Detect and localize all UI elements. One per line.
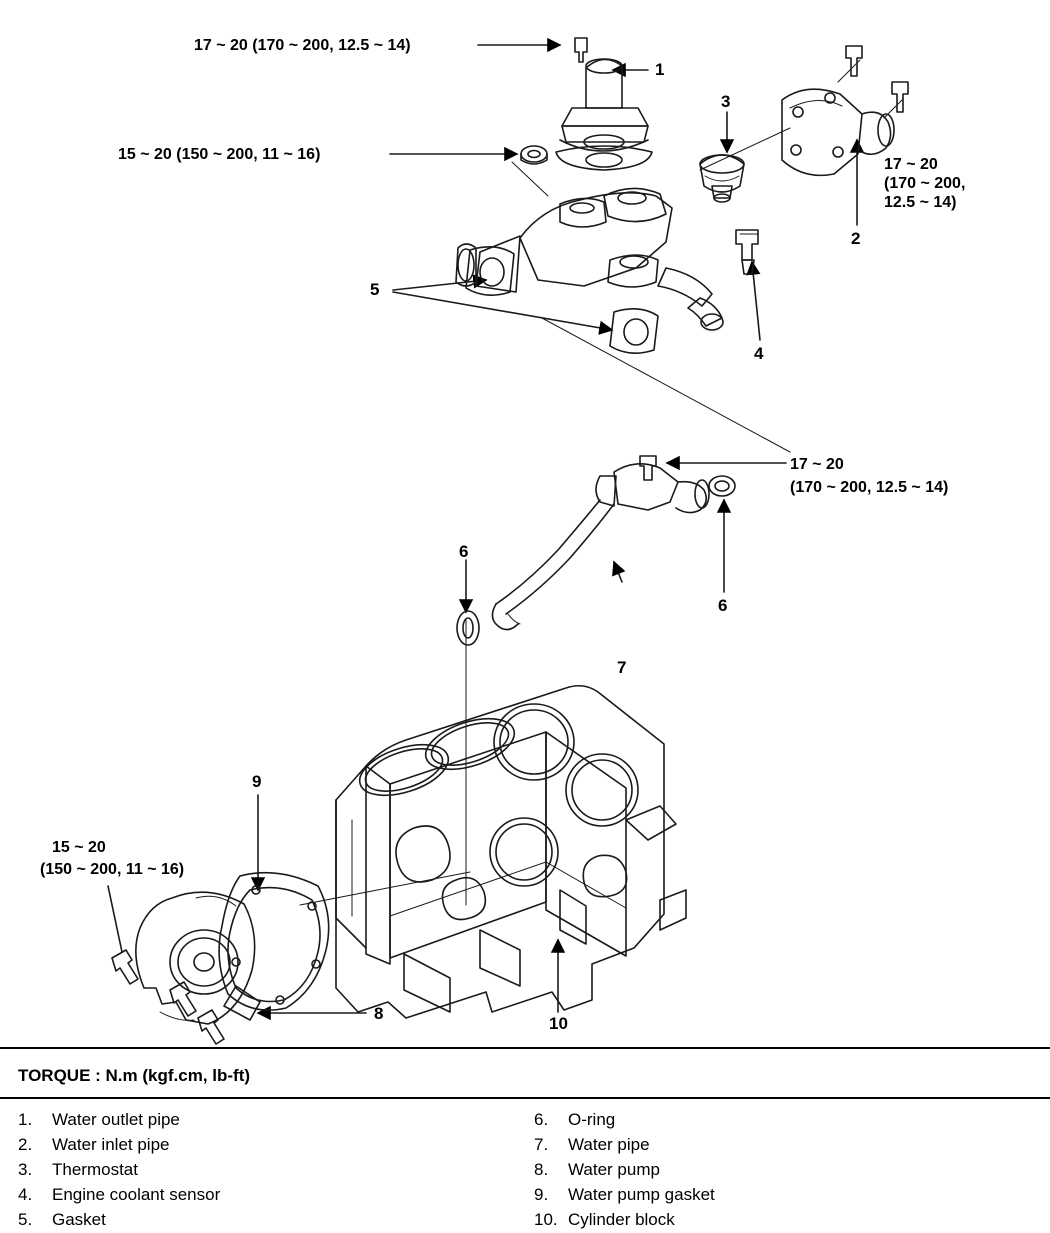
legend-number: 1. [18, 1110, 33, 1129]
legend-number: 2. [18, 1135, 33, 1154]
torque-callout-right-line3: 12.5 ~ 14) [884, 194, 957, 211]
legend-item [534, 1108, 1014, 1132]
legend-label: O-ring [568, 1110, 616, 1129]
torque-callout-right-line2: (170 ~ 200, [884, 175, 966, 192]
legend-label: Water outlet pipe [52, 1110, 180, 1129]
torque-callout-pipe-line2: (170 ~ 200, 12.5 ~ 14) [790, 479, 949, 496]
torque-callout-pipe-line1: 17 ~ 20 [790, 456, 844, 473]
legend-number: 8. [534, 1160, 549, 1179]
legend-label: Water pipe [568, 1135, 650, 1154]
legend-label: Gasket [52, 1210, 106, 1229]
legend-item [534, 1158, 1014, 1182]
part-number-4: 4 [754, 344, 764, 363]
legend-item [534, 1208, 1014, 1232]
part-number-3: 3 [721, 92, 731, 111]
legend-column-left [18, 1108, 498, 1233]
legend-number: 6. [534, 1110, 549, 1129]
part-number-5: 5 [370, 280, 380, 299]
legend-item [18, 1133, 498, 1157]
torque-callout-pump-line1: 15 ~ 20 [52, 839, 106, 856]
torque-callout-pump-line2: (150 ~ 200, 11 ~ 16) [40, 861, 185, 878]
legend-number: 10. [534, 1210, 558, 1229]
torque-callout-top: 17 ~ 20 (170 ~ 200, 12.5 ~ 14) [194, 37, 411, 54]
legend-number: 5. [18, 1210, 33, 1229]
legend-label: Water pump gasket [568, 1185, 715, 1204]
torque-callout-left: 15 ~ 20 (150 ~ 200, 11 ~ 16) [118, 146, 321, 163]
legend-number: 7. [534, 1135, 549, 1154]
divider-top [0, 1047, 1050, 1049]
part-number-7: 7 [617, 658, 627, 677]
part-number-6-right: 6 [718, 596, 728, 615]
legend-label: Water inlet pipe [52, 1135, 170, 1154]
legend-label: Water pump [568, 1160, 660, 1179]
legend-item [534, 1133, 1014, 1157]
legend-number: 4. [18, 1185, 33, 1204]
part-number-9: 9 [252, 772, 262, 791]
legend-column-right [534, 1108, 1014, 1233]
legend-label: Engine coolant sensor [52, 1185, 221, 1204]
torque-callout-right-line1: 17 ~ 20 [884, 156, 938, 173]
part-number-8: 8 [374, 1004, 384, 1023]
part-number-2: 2 [851, 229, 861, 248]
legend-item [18, 1208, 498, 1232]
legend-item [534, 1183, 1014, 1207]
torque-unit-note: TORQUE : N.m (kgf.cm, lb-ft) [18, 1066, 251, 1085]
part-number-6-left: 6 [459, 542, 469, 561]
part-number-10: 10 [549, 1014, 568, 1033]
legend-label: Cylinder block [568, 1210, 675, 1229]
legend-item [18, 1158, 498, 1182]
legend-number: 3. [18, 1160, 33, 1179]
part-number-1: 1 [655, 60, 665, 79]
divider-bottom [0, 1097, 1050, 1099]
legend-item [18, 1183, 498, 1207]
legend-label: Thermostat [52, 1160, 138, 1179]
legend-number: 9. [534, 1185, 549, 1204]
legend-item [18, 1108, 498, 1132]
